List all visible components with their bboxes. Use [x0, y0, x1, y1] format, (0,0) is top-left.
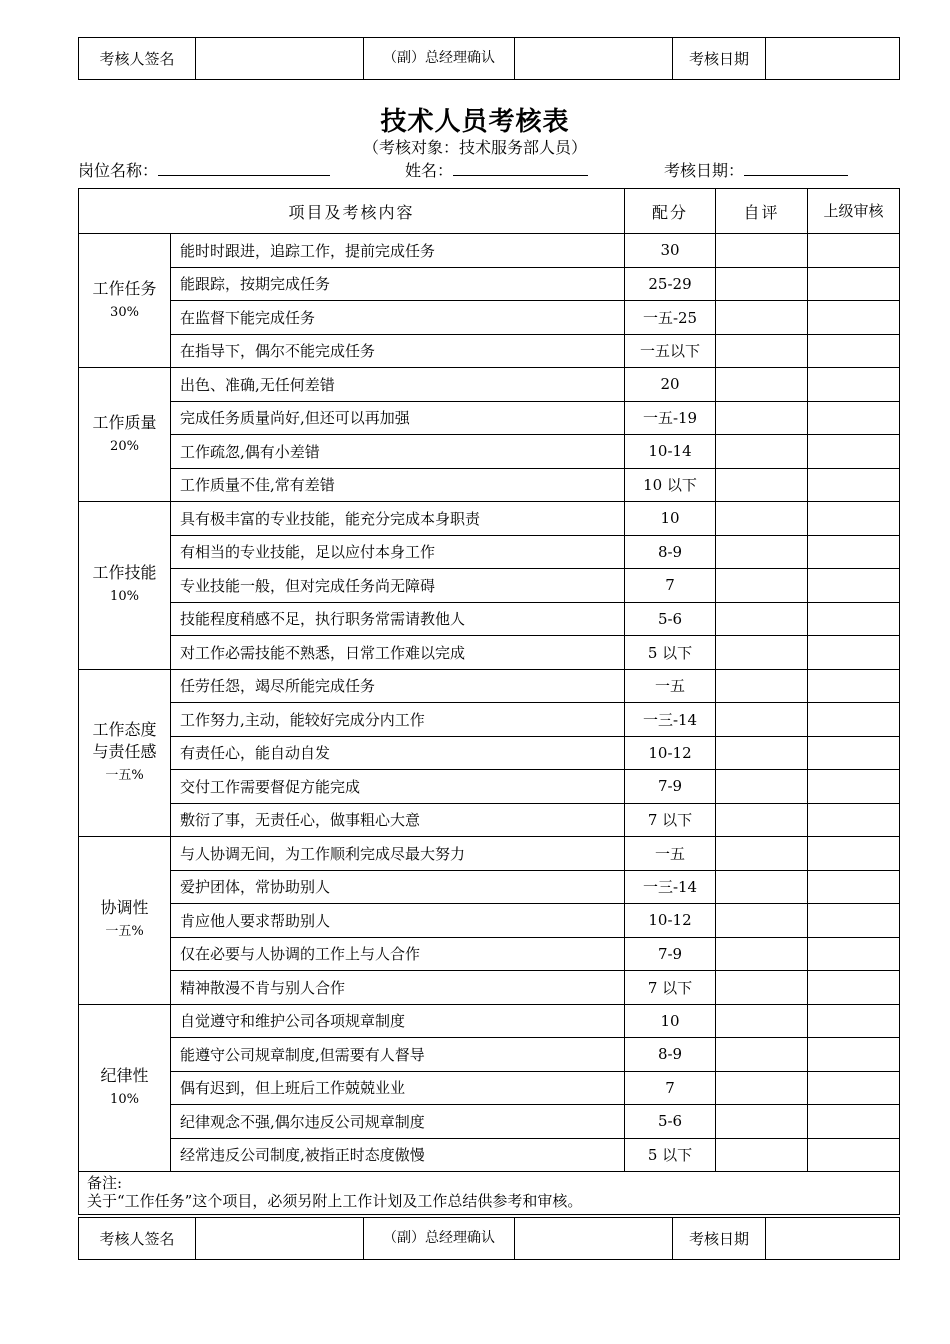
table-row	[79, 904, 900, 938]
date-info	[664, 158, 848, 181]
self-eval-cell[interactable]	[716, 468, 808, 502]
assessment-date-field[interactable]	[766, 1218, 900, 1260]
item-score: 7 以下	[625, 971, 716, 1005]
item-score: 20	[625, 368, 716, 402]
item-text: 肯应他人要求帮助别人	[171, 904, 625, 938]
item-score: 10-14	[625, 435, 716, 469]
self-eval-cell[interactable]	[716, 904, 808, 938]
table-row	[79, 770, 900, 804]
item-text: 有相当的专业技能，足以应付本身工作	[171, 535, 625, 569]
item-score: 7	[625, 1071, 716, 1105]
table-row	[79, 535, 900, 569]
self-eval-cell[interactable]	[716, 870, 808, 904]
supervisor-cell[interactable]	[808, 636, 900, 670]
supervisor-cell[interactable]	[808, 870, 900, 904]
item-score: 5 以下	[625, 636, 716, 670]
item-text: 任劳任怨，竭尽所能完成任务	[171, 669, 625, 703]
header-self-eval: 自评	[716, 189, 808, 234]
item-text: 自觉遵守和维护公司各项规章制度	[171, 1004, 625, 1038]
item-score: 7-9	[625, 770, 716, 804]
supervisor-cell[interactable]	[808, 703, 900, 737]
item-text: 工作疏忽,偶有小差错	[171, 435, 625, 469]
category-cell: 纪律性 10%	[79, 1004, 171, 1172]
table-row	[79, 971, 900, 1005]
self-eval-cell[interactable]	[716, 971, 808, 1005]
item-score: 7-9	[625, 937, 716, 971]
self-eval-cell[interactable]	[716, 234, 808, 268]
manager-confirm-label: （副）总经理确认	[364, 38, 515, 80]
table-row	[79, 1038, 900, 1072]
table-row	[79, 267, 900, 301]
name-label: 姓名：	[405, 161, 454, 180]
item-score: 一三-14	[625, 703, 716, 737]
item-text: 精神散漫不肯与别人合作	[171, 971, 625, 1005]
supervisor-cell[interactable]	[808, 971, 900, 1005]
position-info	[78, 158, 330, 181]
table-row	[79, 837, 900, 871]
supervisor-cell[interactable]	[808, 234, 900, 268]
item-score: 一三-14	[625, 870, 716, 904]
self-eval-cell[interactable]	[716, 1138, 808, 1172]
assessment-date-field[interactable]	[766, 38, 900, 80]
item-score: 一五-19	[625, 401, 716, 435]
assessor-signature-label: 考核人签名	[79, 1218, 196, 1260]
date-label: 考核日期：	[664, 161, 745, 180]
self-eval-cell[interactable]	[716, 401, 808, 435]
supervisor-cell[interactable]	[808, 1004, 900, 1038]
item-score: 一五	[625, 837, 716, 871]
supervisor-cell[interactable]	[808, 569, 900, 603]
notes-cell	[79, 1172, 900, 1215]
self-eval-cell[interactable]	[716, 669, 808, 703]
self-eval-cell[interactable]	[716, 1105, 808, 1139]
supervisor-cell[interactable]	[808, 770, 900, 804]
supervisor-cell[interactable]	[808, 602, 900, 636]
manager-confirm-field[interactable]	[515, 38, 673, 80]
item-text: 爱护团体，常协助别人	[171, 870, 625, 904]
supervisor-cell[interactable]	[808, 669, 900, 703]
supervisor-cell[interactable]	[808, 736, 900, 770]
item-score: 一五	[625, 669, 716, 703]
category-cell: 工作技能 10%	[79, 502, 171, 670]
table-row	[79, 569, 900, 603]
assessor-signature-label: 考核人签名	[79, 38, 196, 80]
signature-table-bottom	[78, 1217, 900, 1260]
position-field[interactable]	[158, 159, 330, 176]
table-row	[79, 736, 900, 770]
item-score: 10-12	[625, 736, 716, 770]
item-text: 仅在必要与人协调的工作上与人合作	[171, 937, 625, 971]
self-eval-cell[interactable]	[716, 1038, 808, 1072]
item-score: 5-6	[625, 1105, 716, 1139]
self-eval-cell[interactable]	[716, 502, 808, 536]
assessment-table	[78, 188, 900, 1215]
self-eval-cell[interactable]	[716, 435, 808, 469]
manager-confirm-field[interactable]	[515, 1218, 673, 1260]
table-row	[79, 803, 900, 837]
item-text: 技能程度稍感不足，执行职务常需请教他人	[171, 602, 625, 636]
table-row	[79, 435, 900, 469]
supervisor-cell[interactable]	[808, 468, 900, 502]
table-row	[79, 1004, 900, 1038]
item-text: 经常违反公司制度,被指正时态度傲慢	[171, 1138, 625, 1172]
item-score: 10-12	[625, 904, 716, 938]
self-eval-cell[interactable]	[716, 636, 808, 670]
item-text: 有责任心，能自动自发	[171, 736, 625, 770]
item-text: 与人协调无间，为工作顺利完成尽最大努力	[171, 837, 625, 871]
notes-row	[79, 1172, 900, 1215]
item-score: 10 以下	[625, 468, 716, 502]
item-score: 10	[625, 502, 716, 536]
item-text: 出色、准确,无任何差错	[171, 368, 625, 402]
item-score: 8-9	[625, 1038, 716, 1072]
self-eval-cell[interactable]	[716, 301, 808, 335]
manager-confirm-label: （副）总经理确认	[364, 1218, 515, 1260]
category-cell: 工作态度 与责任感 一五%	[79, 669, 171, 837]
assessment-date-label: 考核日期	[673, 38, 766, 80]
supervisor-cell[interactable]	[808, 301, 900, 335]
table-row	[79, 602, 900, 636]
table-row	[79, 502, 900, 536]
item-text: 对工作必需技能不熟悉，日常工作难以完成	[171, 636, 625, 670]
position-label: 岗位名称：	[78, 161, 159, 180]
item-score: 5-6	[625, 602, 716, 636]
header-content: 项目及考核内容	[79, 189, 625, 234]
category-cell: 工作任务 30%	[79, 234, 171, 368]
self-eval-cell[interactable]	[716, 736, 808, 770]
supervisor-cell[interactable]	[808, 904, 900, 938]
self-eval-cell[interactable]	[716, 334, 808, 368]
supervisor-cell[interactable]	[808, 535, 900, 569]
assessment-date-label: 考核日期	[673, 1218, 766, 1260]
supervisor-cell[interactable]	[808, 1105, 900, 1139]
date-field[interactable]	[744, 159, 848, 176]
header-supervisor: 上级审核	[808, 189, 900, 234]
item-score: 10	[625, 1004, 716, 1038]
item-text: 在指导下，偶尔不能完成任务	[171, 334, 625, 368]
supervisor-cell[interactable]	[808, 502, 900, 536]
item-text: 在监督下能完成任务	[171, 301, 625, 335]
notes-label: 备注:	[87, 1174, 123, 1192]
page-subtitle: （考核对象：技术服务部人员）	[362, 138, 587, 157]
supervisor-cell[interactable]	[808, 267, 900, 301]
supervisor-cell[interactable]	[808, 435, 900, 469]
supervisor-cell[interactable]	[808, 803, 900, 837]
header-score: 配分	[625, 189, 716, 234]
table-row	[79, 669, 900, 703]
table-row	[79, 234, 900, 268]
table-row	[79, 870, 900, 904]
self-eval-cell[interactable]	[716, 267, 808, 301]
supervisor-cell[interactable]	[808, 837, 900, 871]
table-row	[79, 368, 900, 402]
table-row	[79, 1138, 900, 1172]
item-score: 30	[625, 234, 716, 268]
assessor-signature-field[interactable]	[196, 38, 364, 80]
table-row	[79, 401, 900, 435]
supervisor-cell[interactable]	[808, 937, 900, 971]
self-eval-cell[interactable]	[716, 602, 808, 636]
self-eval-cell[interactable]	[716, 569, 808, 603]
supervisor-cell[interactable]	[808, 401, 900, 435]
item-text: 偶有迟到，但上班后工作兢兢业业	[171, 1071, 625, 1105]
item-text: 敷衍了事，无责任心，做事粗心大意	[171, 803, 625, 837]
table-row	[79, 468, 900, 502]
table-row	[79, 301, 900, 335]
name-info	[405, 158, 588, 181]
self-eval-cell[interactable]	[716, 703, 808, 737]
supervisor-cell[interactable]	[808, 1071, 900, 1105]
item-text: 能遵守公司规章制度,但需要有人督导	[171, 1038, 625, 1072]
item-text: 专业技能一般，但对完成任务尚无障碍	[171, 569, 625, 603]
item-text: 交付工作需要督促方能完成	[171, 770, 625, 804]
table-row	[79, 937, 900, 971]
table-row	[79, 1105, 900, 1139]
self-eval-cell[interactable]	[716, 837, 808, 871]
category-cell: 协调性 一五%	[79, 837, 171, 1005]
supervisor-cell[interactable]	[808, 1038, 900, 1072]
notes-text: 关于“工作任务”这个项目，必须另附上工作计划及工作总结供参考和审核。	[87, 1192, 583, 1210]
self-eval-cell[interactable]	[716, 1071, 808, 1105]
supervisor-cell[interactable]	[808, 1138, 900, 1172]
page-title: 技术人员考核表	[380, 107, 570, 137]
self-eval-cell[interactable]	[716, 368, 808, 402]
item-score: 一五-25	[625, 301, 716, 335]
self-eval-cell[interactable]	[716, 803, 808, 837]
supervisor-cell[interactable]	[808, 368, 900, 402]
item-text: 纪律观念不强,偶尔违反公司规章制度	[171, 1105, 625, 1139]
item-text: 能跟踪，按期完成任务	[171, 267, 625, 301]
item-score: 5 以下	[625, 1138, 716, 1172]
name-field[interactable]	[453, 159, 588, 176]
self-eval-cell[interactable]	[716, 937, 808, 971]
table-row	[79, 334, 900, 368]
signature-table-top	[78, 37, 900, 80]
item-score: 7	[625, 569, 716, 603]
self-eval-cell[interactable]	[716, 535, 808, 569]
item-score: 25-29	[625, 267, 716, 301]
item-text: 工作努力,主动，能较好完成分内工作	[171, 703, 625, 737]
item-text: 工作质量不佳,常有差错	[171, 468, 625, 502]
assessor-signature-field[interactable]	[196, 1218, 364, 1260]
table-row	[79, 703, 900, 737]
category-cell: 工作质量 20%	[79, 368, 171, 502]
table-row	[79, 1071, 900, 1105]
self-eval-cell[interactable]	[716, 770, 808, 804]
item-score: 一五以下	[625, 334, 716, 368]
item-text: 能时时跟进，追踪工作，提前完成任务	[171, 234, 625, 268]
self-eval-cell[interactable]	[716, 1004, 808, 1038]
item-text: 完成任务质量尚好,但还可以再加强	[171, 401, 625, 435]
item-score: 8-9	[625, 535, 716, 569]
item-text: 具有极丰富的专业技能，能充分完成本身职责	[171, 502, 625, 536]
table-row	[79, 636, 900, 670]
supervisor-cell[interactable]	[808, 334, 900, 368]
item-score: 7 以下	[625, 803, 716, 837]
